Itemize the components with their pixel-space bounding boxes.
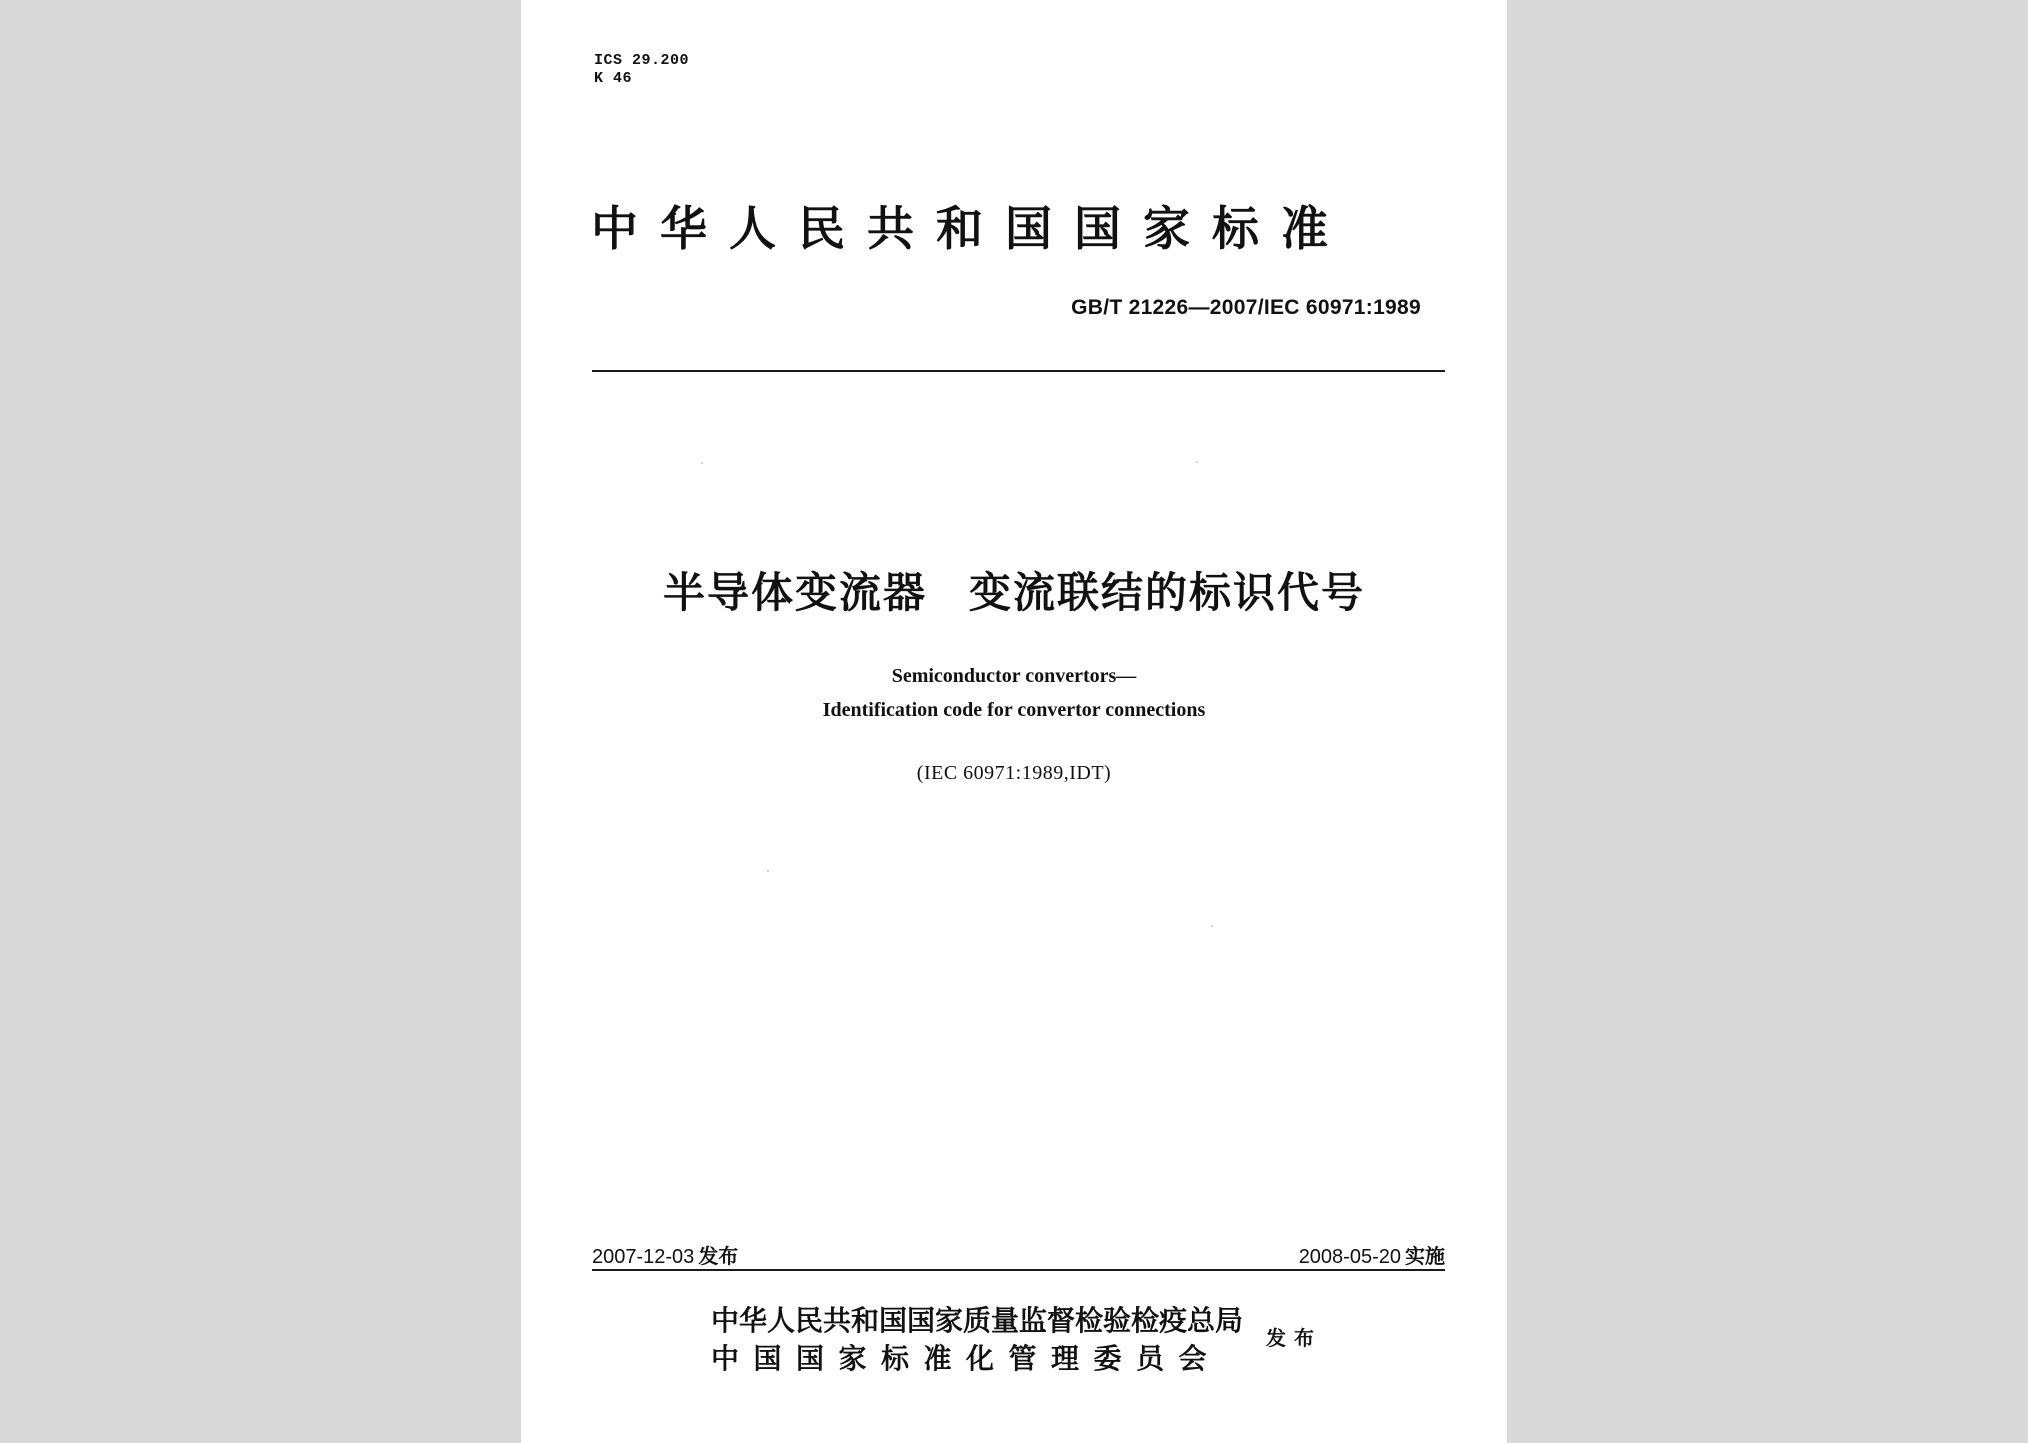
implement-label: 实施 [1405,1244,1445,1268]
issuer-aqsiq: 中华人民共和国国家质量监督检验检疫总局 [711,1304,1244,1337]
adoption-reference: (IEC 60971:1989,IDT) [916,762,1112,784]
top-divider [592,370,1445,372]
chinese-title-part2: 变流联结的标识代号 [969,568,1366,617]
scan-speck [701,462,703,464]
standard-number: GB/T 21226—2007/IEC 60971:1989 [1071,296,1421,319]
scan-speck [1211,925,1213,927]
implement-date: 2008-05-20 [1298,1246,1401,1268]
issue-label: 发布 [698,1244,739,1268]
dates-row [592,1240,1445,1270]
english-title [521,659,1507,727]
ics-code: ICS 29.200 [594,52,690,69]
issue-word: 发布 [1266,1326,1322,1350]
classification-codes [594,52,689,88]
english-title-line2: Identification code for convertor connections [822,699,1206,721]
ccs-code: K 46 [594,70,633,87]
bottom-divider [592,1269,1445,1271]
chinese-title-part1: 半导体变流器 [662,568,927,617]
document-page [521,0,1507,1443]
issuing-authorities [711,1302,1311,1378]
issue-date: 2007-12-03 [592,1246,695,1268]
issue-date-block [592,1240,738,1269]
implement-date-block [1299,1240,1445,1269]
scan-speck [1196,461,1198,463]
english-title-line1: Semiconductor convertors— [891,665,1137,687]
chinese-title [521,565,1507,621]
national-standard-title: 中华人民共和国国家标准 [591,202,1350,257]
issuer-sac: 中国国家标准化管理委员会 [711,1342,1222,1375]
scan-speck [767,870,769,872]
